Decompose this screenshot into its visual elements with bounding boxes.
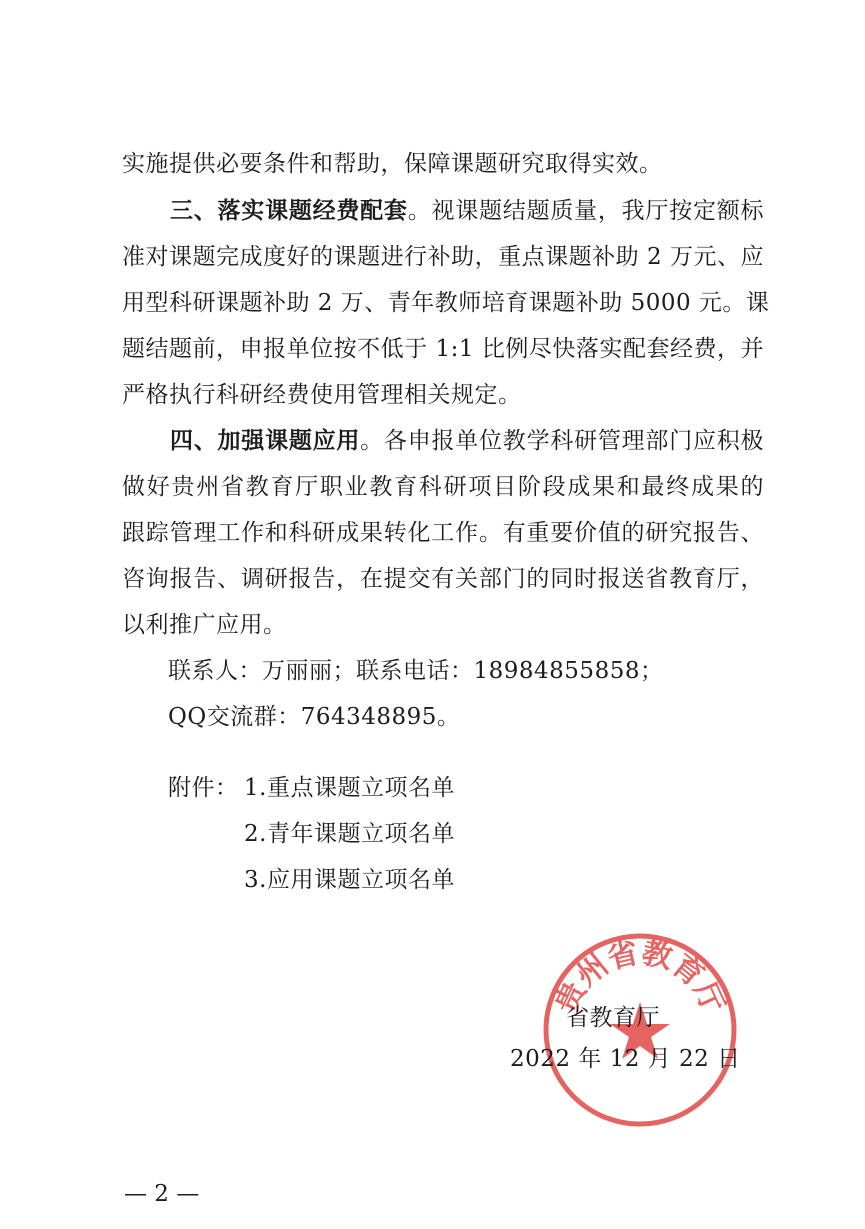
section-3-heading: 三、落实课题经费配套 — [170, 198, 408, 224]
body-line: 以利推广应用。 — [122, 612, 287, 638]
page-number: — 2 — — [124, 1181, 200, 1207]
attachment-label: 附件： — [168, 775, 239, 801]
body-line: 咨询报告、调研报告，在提交有关部门的同时报送省教育厅， — [122, 566, 764, 592]
body-line: 跟踪管理工作和科研成果转化工作。有重要价值的研究报告、 — [122, 520, 764, 546]
section-4-heading: 四、加强课题应用 — [170, 428, 361, 454]
body-line: 准对课题完成度好的课题进行补助，重点课题补助 2 万元、应 — [122, 244, 764, 270]
signature-organization: 省教育厅 — [566, 1005, 660, 1031]
body-line: 实施提供必要条件和帮助，保障课题研究取得实效。 — [122, 151, 663, 177]
body-line: 题结题前，申报单位按不低于 1:1 比例尽快落实配套经费，并 — [122, 336, 764, 362]
attachment-item: 2.青年课题立项名单 — [244, 821, 455, 847]
section-3-paragraph-start — [170, 197, 764, 225]
seal-text: 贵州省教育厅 — [549, 935, 731, 1019]
qq-group-line: QQ交流群：764348895。 — [168, 704, 461, 730]
body-line: 做好贵州省教育厅职业教育科研项目阶段成果和最终成果的 — [122, 474, 764, 500]
signature-date: 2022 年 12 月 22 日 — [510, 1046, 741, 1072]
contact-line: 联系人：万丽丽；联系电话：18984855858； — [168, 658, 664, 684]
attachment-item: 1.重点课题立项名单 — [244, 775, 455, 801]
body-text: 。各申报单位教学科研管理部门应积极 — [360, 428, 765, 454]
section-4-paragraph-start — [170, 427, 764, 455]
attachment-item: 3.应用课题立项名单 — [244, 867, 455, 893]
body-text: 。视课题结题质量，我厅按定额标 — [407, 198, 765, 224]
body-line: 严格执行科研经费使用管理相关规定。 — [122, 382, 522, 408]
body-line: 用型科研课题补助 2 万、青年教师培育课题补助 5000 元。课 — [122, 290, 770, 316]
